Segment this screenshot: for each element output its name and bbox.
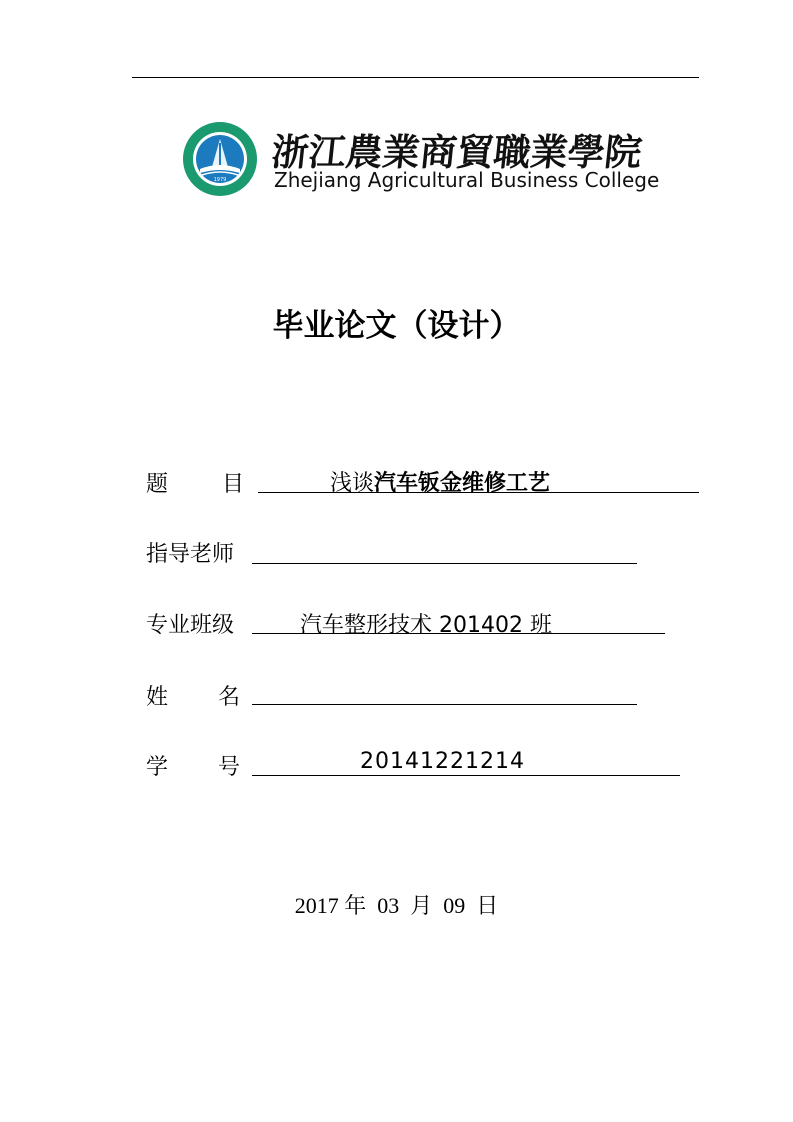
seal-year: 1979	[213, 177, 227, 183]
college-name-cn: 浙江農業商貿職業學院	[269, 130, 644, 174]
topic-value-prefix: 浅谈	[330, 471, 375, 496]
advisor-underline	[252, 563, 637, 564]
major-class-label: 专业班级	[146, 613, 235, 638]
date-day: 09	[443, 893, 466, 918]
date-day-unit: 日	[476, 893, 499, 918]
topic-label-b: 目	[222, 472, 245, 497]
student-id-label-b: 号	[218, 755, 241, 780]
date-month: 03	[377, 893, 400, 918]
advisor-label: 指导老师	[146, 542, 235, 567]
date-month-unit: 月	[410, 893, 433, 918]
college-name-en: Zhejiang Agricultural Business College	[274, 168, 660, 192]
header-rule	[132, 77, 699, 78]
name-label-b: 名	[218, 685, 241, 710]
submission-date	[0, 889, 793, 920]
topic-label-a: 题	[146, 472, 169, 497]
name-underline	[252, 704, 637, 705]
date-year: 2017	[294, 893, 339, 918]
topic-value	[330, 466, 550, 497]
college-seal-icon	[182, 121, 258, 197]
major-class-value: 汽车整形技术 201402 班	[300, 613, 552, 638]
student-id-value: 20141221214	[360, 749, 525, 774]
document-title: 毕业论文（设计）	[272, 308, 521, 344]
student-id-underline	[252, 775, 680, 776]
topic-value-main: 汽车钣金维修工艺	[374, 471, 551, 496]
date-year-unit: 年	[344, 893, 367, 918]
name-label-a: 姓	[146, 685, 169, 710]
student-id-label-a: 学	[146, 755, 169, 780]
